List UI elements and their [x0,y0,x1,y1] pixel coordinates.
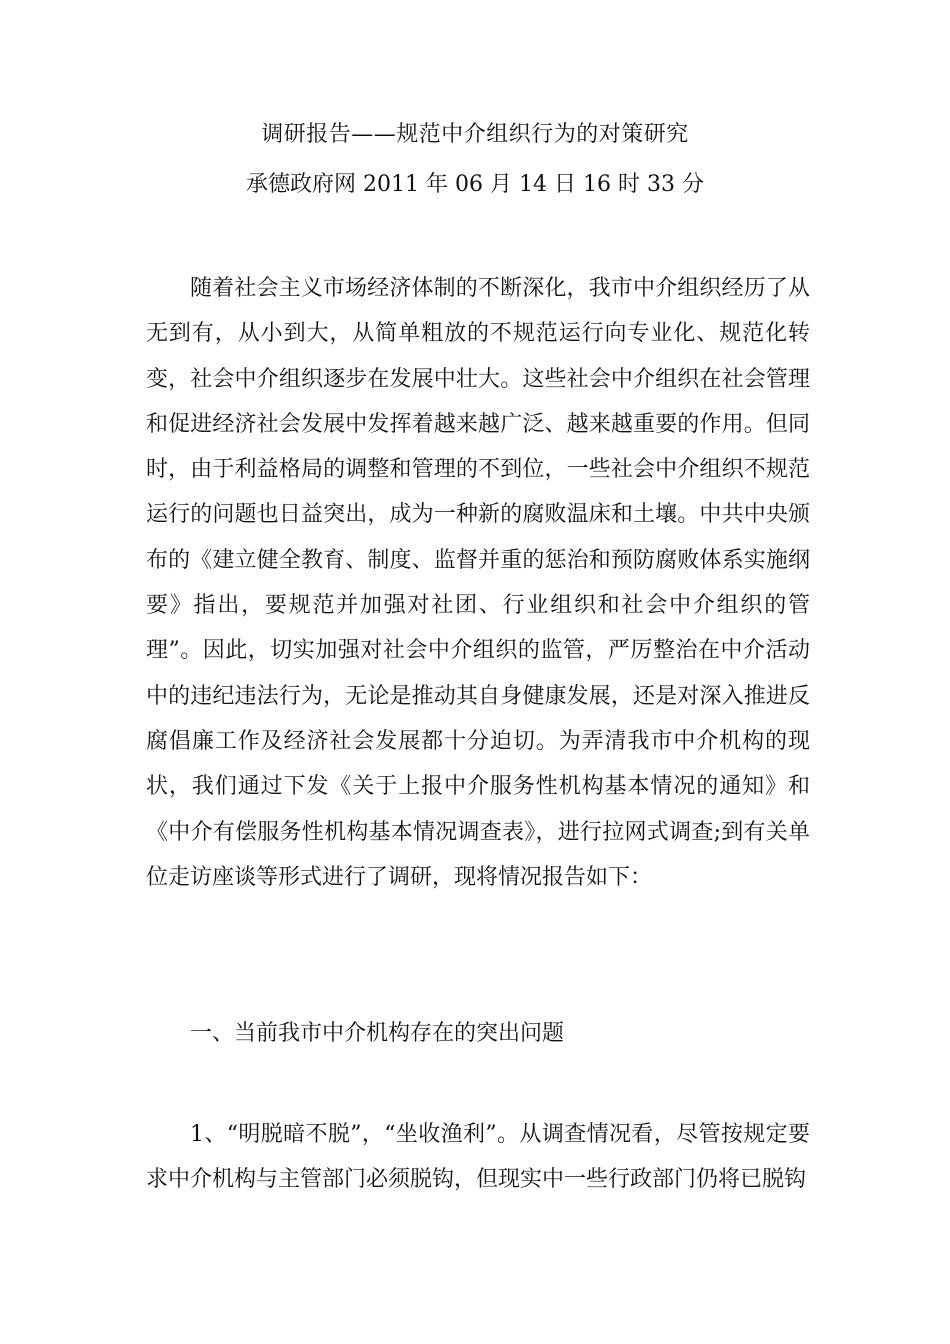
section-heading-1: 一、当前我市中介机构存在的突出问题 [190,1021,565,1046]
source-date-line: 承德政府网 2011 年 06 月 14 日 16 时 33 分 [246,172,704,197]
section-item-1-paragraph: 1、“明脱暗不脱”，“坐收渔利”。从调查情况看，尽管按规定要求中介机构与主管部门必须脱钩，但现实中一些行政部门仍将已脱钩 [146,1122,810,1193]
document-title: 调研报告——规范中介组织行为的对策研究 [261,122,689,147]
intro-paragraph: 随着社会主义市场经济体制的不断深化，我市中介组织经历了从无到有，从小到大，从简单粗放的不规范运行向专业化、规范化转变，社会中介组织逐步在发展中壮大。这些社会中介组织在社会管理和促进经济社会发展中发挥着越来越广泛、越来越重要的作用。但同时，由于利益格局的调整和管理的不到位，一些社会中介组织不规范运行的问题也日益突出，成为一种新的腐败温床和土壤。中共中央颁布的《建立健全教育、制度、监督并重的惩治和预防腐败体系实施纲要》指出，要规范并加强对社团、行业组织和社会中介组织的管理”。因此，切实加强对社会中介组织的监管，严厉整治在中介活动中的违纪违法行为，无论是推动其自身健康发展，还是对深入推进反腐倡廉工作及经济社会发展都十分迫切。为弄清我市中介机构的现状，我们通过下发《关于上报中介服务性机构基本情况的通知》和《中介有偿服务性机构基本情况调查表》，进行拉网式调查;到有关单位走访座谈等形式进行了调研，现将情况报告如下： [146,276,810,890]
